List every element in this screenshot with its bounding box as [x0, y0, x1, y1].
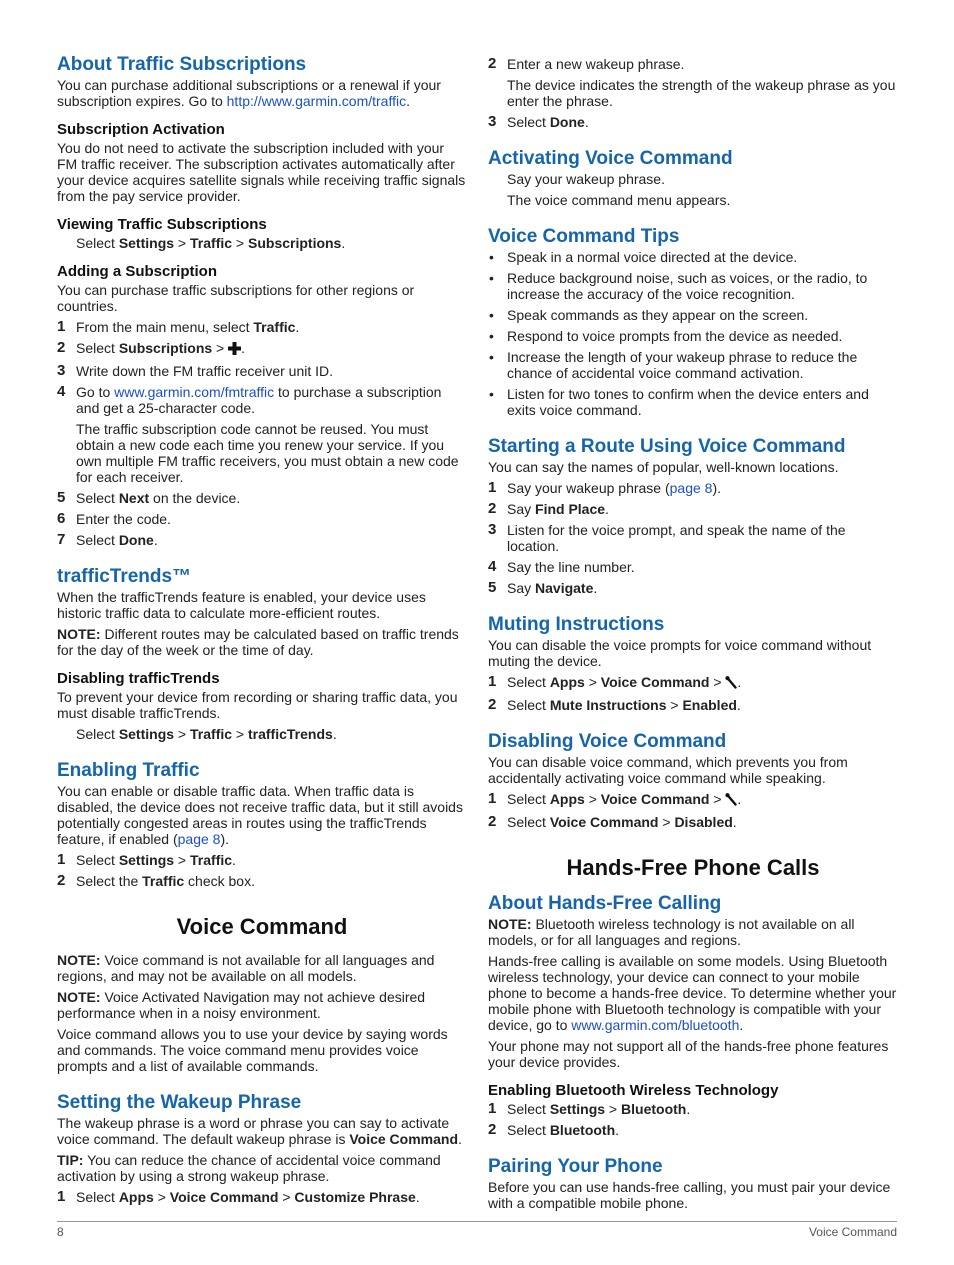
paragraph [488, 953, 898, 1033]
ui-term: Enabled [682, 697, 737, 713]
step [57, 363, 467, 379]
text: check box. [184, 873, 255, 889]
paragraph: Voice command allows you to use your device by saying words and commands. The voice command menu provides voice prompts and a list of available commands. [57, 1026, 448, 1074]
ui-term: Apps [118, 1189, 154, 1205]
link-garmin-bluetooth[interactable]: www.garmin.com/bluetooth [571, 1017, 740, 1033]
text: Select [507, 791, 550, 807]
ui-term: Done [549, 114, 585, 130]
note-label: NOTE: [57, 626, 101, 642]
tip [57, 1152, 467, 1184]
instruction: Say your wakeup phrase. [507, 171, 665, 187]
text: Respond to voice prompts from the device as needed. [507, 328, 843, 344]
text: . [406, 93, 410, 109]
text: > [153, 1189, 170, 1205]
text: Enter the code. [76, 511, 171, 527]
step-note: The device indicates the strength of the wakeup phrase as you enter the phrase. [507, 77, 896, 109]
chapter-title-hands-free-phone-calls: Hands-Free Phone Calls [566, 855, 820, 880]
text: . [232, 852, 236, 868]
text: Voice Activated Navigation may not achieve desired performance when in a noisy environment. [57, 989, 426, 1021]
text: . [593, 580, 598, 596]
ui-term: Traffic [190, 852, 233, 868]
text: > [174, 852, 191, 868]
note [488, 916, 898, 948]
right-column [488, 56, 898, 1216]
wrench-icon [725, 676, 737, 692]
text: . [736, 697, 741, 713]
step [488, 480, 898, 496]
step [488, 814, 898, 830]
text: From the main menu, select [76, 319, 254, 335]
step-number: 4 [488, 558, 497, 575]
step [488, 580, 898, 596]
text: . [458, 1131, 462, 1147]
wrench-icon [725, 793, 737, 809]
step-number: 1 [488, 790, 497, 807]
text: . [605, 501, 609, 517]
paragraph: Before you can use hands-free calling, you must pair your device with a compatible mobile phone. [488, 1179, 891, 1211]
bullet: • [489, 307, 494, 323]
ui-term: Settings [118, 726, 175, 742]
list-item [488, 249, 898, 265]
text: Select [76, 340, 119, 356]
left-column [57, 54, 467, 1210]
text: Select [76, 235, 119, 251]
step [488, 522, 898, 554]
paragraph [57, 783, 467, 847]
step-number: 2 [488, 813, 497, 830]
ui-term: Find Place [535, 501, 606, 517]
text: Listen for the voice prompt, and speak the name of the location. [507, 522, 846, 554]
chapter-title-voice-command: Voice Command [176, 914, 348, 939]
link-garmin-fmtraffic[interactable]: www.garmin.com/fmtraffic [114, 384, 275, 400]
text: . [615, 1122, 620, 1138]
text: Write down the FM traffic receiver unit ID. [76, 363, 334, 379]
note-label: NOTE: [57, 952, 101, 968]
text: Select [507, 697, 550, 713]
ui-term: trafficTrends [248, 726, 333, 742]
text: > [605, 1101, 622, 1117]
ui-term: Settings [118, 235, 175, 251]
link-page-8[interactable]: page 8 [669, 480, 713, 496]
step-number: 5 [57, 489, 66, 506]
step-number: 1 [488, 1100, 497, 1117]
step-number: 3 [488, 521, 497, 538]
text: . [153, 532, 158, 548]
ui-term: Mute Instructions [549, 697, 667, 713]
text: . [332, 726, 337, 742]
paragraph: You can disable voice command, which prevents you from accidentally activating voice command while speaking. [488, 754, 848, 786]
text: Go to [76, 384, 115, 400]
text: > [658, 814, 675, 830]
step [488, 56, 898, 72]
heading-pairing-your-phone: Pairing Your Phone [488, 1156, 663, 1177]
ui-term: Navigate [535, 580, 594, 596]
paragraph: You can say the names of popular, well-known locations. [488, 459, 839, 475]
note-label: NOTE: [488, 916, 532, 932]
text: > [666, 697, 683, 713]
paragraph: Your phone may not support all of the hands-free phone features your device provides. [488, 1038, 889, 1070]
step [488, 501, 898, 517]
text: Select [76, 852, 119, 868]
list-item [488, 349, 898, 381]
bullet: • [489, 270, 494, 286]
step [488, 114, 898, 130]
text: > [709, 674, 726, 690]
instruction [57, 235, 467, 251]
text: . [241, 340, 246, 356]
step-number: 7 [57, 531, 66, 548]
step [57, 511, 467, 527]
heading-about-hands-free-calling: About Hands-Free Calling [488, 893, 722, 914]
text: . [686, 1101, 691, 1117]
text: Select [507, 1122, 550, 1138]
heading-traffictrends: trafficTrends™ [57, 566, 192, 587]
list-item [488, 270, 898, 302]
ui-term: Traffic [190, 235, 233, 251]
heading-viewing-traffic-subscriptions: Viewing Traffic Subscriptions [57, 216, 267, 233]
text: Select [507, 114, 550, 130]
text: . [341, 235, 346, 251]
step [57, 384, 467, 416]
list-item [488, 328, 898, 344]
step-note: The traffic subscription code cannot be reused. You must obtain a new code each time you renew your service. If you own multiple FM traffic receivers, you must obtain a new code for each receiver. [76, 421, 459, 485]
ui-term: Customize Phrase [294, 1189, 416, 1205]
heading-subscription-activation: Subscription Activation [57, 121, 225, 138]
text: Enter a new wakeup phrase. [507, 56, 685, 72]
text: to purchase a subscription and get a 25-character code. [76, 384, 442, 416]
text: Speak in a normal voice directed at the device. [507, 249, 798, 265]
text: You can purchase additional subscriptions or a renewal if your subscription expires. Go to [57, 77, 441, 109]
step-number: 6 [57, 510, 66, 527]
step [488, 1101, 898, 1117]
footer-divider [57, 1221, 897, 1222]
ui-term: Voice Command [349, 1131, 459, 1147]
text: > [212, 340, 229, 356]
text: Select [76, 726, 119, 742]
step-number: 1 [488, 673, 497, 690]
step-number: 1 [488, 479, 497, 496]
step [488, 791, 898, 809]
text: Listen for two tones to confirm when the device enters and exits voice command. [507, 386, 869, 418]
ui-term: Next [118, 490, 150, 506]
text: . [415, 1189, 420, 1205]
text: Hands-free calling is available on some models. Using Bluetooth wireless technology, your device can connect to your mobile phone to become a hands-free device. To determine whether your mobile phone with Bluetooth technology is compatible with your device, go to [488, 953, 897, 1033]
paragraph [57, 1115, 467, 1147]
step [57, 532, 467, 548]
instruction [57, 726, 467, 742]
text: Select [76, 532, 119, 548]
note [57, 989, 467, 1021]
heading-disabling-traffictrends: Disabling trafficTrends [57, 670, 220, 687]
plus-icon [228, 342, 241, 358]
footer-section-title: Voice Command [808, 1225, 897, 1239]
step [57, 490, 467, 506]
step-number: 2 [57, 872, 66, 889]
text: Speak commands as they appear on the screen. [507, 307, 809, 323]
heading-enabling-bluetooth: Enabling Bluetooth Wireless Technology [488, 1082, 779, 1099]
step-number: 1 [57, 1188, 66, 1205]
text: You can reduce the chance of accidental voice command activation by using a strong wakeup phrase. [57, 1152, 441, 1184]
text: . [732, 814, 737, 830]
step-number: 3 [488, 113, 497, 130]
list-item [488, 307, 898, 323]
text: Select [507, 1101, 550, 1117]
step [488, 697, 898, 713]
step [57, 319, 467, 335]
text: . [737, 791, 742, 807]
text: The wakeup phrase is a word or phrase you can say to activate voice command. The default wakeup phrase is [57, 1115, 450, 1147]
step [488, 674, 898, 692]
step [488, 559, 898, 575]
text: Say your wakeup phrase ( [507, 480, 670, 496]
text: Voice command is not available for all languages and regions, and may not be available on all models. [57, 952, 435, 984]
text: > [709, 791, 726, 807]
heading-disabling-voice-command: Disabling Voice Command [488, 731, 727, 752]
text: > [232, 726, 248, 742]
text: > [174, 726, 191, 742]
note [57, 952, 467, 984]
note-label: NOTE: [57, 989, 101, 1005]
text: . [295, 319, 300, 335]
text: You can enable or disable traffic data. When traffic data is disabled, the device does not receive traffic data, but it still avoids potentially congested areas in routes using the trafficTrends feature, if enabled ( [57, 783, 463, 847]
ui-term: Settings [118, 852, 175, 868]
step [57, 873, 467, 889]
step-number: 2 [488, 1121, 497, 1138]
ui-term: Subscriptions [248, 235, 342, 251]
ui-term: Voice Command [549, 814, 659, 830]
text: Different routes may be calculated based on traffic trends for the day of the week or the time of day. [57, 626, 459, 658]
text: ). [712, 480, 722, 496]
step-number: 3 [57, 362, 66, 379]
paragraph: You can purchase traffic subscriptions for other regions or countries. [57, 282, 415, 314]
note [57, 626, 467, 658]
list-item [488, 386, 898, 418]
paragraph: When the trafficTrends feature is enabled, your device uses historic traffic data to calculate more-efficient routes. [57, 589, 426, 621]
step [57, 1189, 467, 1205]
text: Say [507, 501, 536, 517]
page-number: 8 [57, 1225, 64, 1239]
ui-term: Subscriptions [118, 340, 213, 356]
bullet: • [489, 328, 494, 344]
bullet: • [489, 386, 494, 402]
text: > [584, 674, 601, 690]
text: > [584, 791, 601, 807]
link-garmin-traffic[interactable]: http://www.garmin.com/traffic [226, 93, 407, 109]
step-number: 1 [57, 318, 66, 335]
heading-starting-route-voice-command: Starting a Route Using Voice Command [488, 436, 846, 457]
text: Select [507, 814, 550, 830]
text: Say [507, 580, 536, 596]
step-number: 2 [488, 696, 497, 713]
text: > [278, 1189, 295, 1205]
text: > [232, 235, 248, 251]
heading-voice-command-tips: Voice Command Tips [488, 226, 680, 247]
ui-term: Voice Command [600, 791, 710, 807]
ui-term: Bluetooth [549, 1122, 616, 1138]
ui-term: Bluetooth [621, 1101, 687, 1117]
instruction: The voice command menu appears. [507, 192, 731, 208]
ui-term: Voice Command [169, 1189, 279, 1205]
step-number: 2 [488, 55, 497, 72]
text: . [737, 674, 742, 690]
step [57, 852, 467, 868]
paragraph: To prevent your device from recording or sharing traffic data, you must disable trafficTrends. [57, 689, 458, 721]
text: on the device. [149, 490, 241, 506]
ui-term: Apps [549, 674, 585, 690]
heading-about-traffic-subscriptions: About Traffic Subscriptions [57, 54, 307, 75]
text: Select [507, 674, 550, 690]
bullet: • [489, 249, 494, 265]
text: Reduce background noise, such as voices, or the radio, to increase the accuracy of the voice recognition. [507, 270, 868, 302]
tip-label: TIP: [57, 1152, 84, 1168]
ui-term: Traffic [253, 319, 296, 335]
paragraph: You can disable the voice prompts for voice command without muting the device. [488, 637, 872, 669]
heading-setting-wakeup-phrase: Setting the Wakeup Phrase [57, 1092, 302, 1113]
step-number: 2 [57, 339, 66, 356]
step [488, 1122, 898, 1138]
ui-term: Done [118, 532, 154, 548]
text: Select [76, 490, 119, 506]
text: Say the line number. [507, 559, 635, 575]
step [57, 340, 467, 358]
text: > [174, 235, 191, 251]
link-page-8[interactable]: page 8 [177, 831, 221, 847]
ui-term: Apps [549, 791, 585, 807]
ui-term: Disabled [674, 814, 733, 830]
ui-term: Traffic [142, 873, 185, 889]
text: Select the [76, 873, 143, 889]
ui-term: Settings [549, 1101, 606, 1117]
ui-term: Voice Command [600, 674, 710, 690]
text: Increase the length of your wakeup phrase to reduce the chance of accidental voice command activation. [507, 349, 858, 381]
step-number: 2 [488, 500, 497, 517]
heading-enabling-traffic: Enabling Traffic [57, 760, 200, 781]
paragraph [57, 77, 467, 109]
heading-activating-voice-command: Activating Voice Command [488, 148, 733, 169]
paragraph: You do not need to activate the subscription included with your FM traffic receiver. The subscription activates automatically after your device acquires satellite signals while receiving traffic signals from the pay service provider. [57, 140, 466, 204]
text: Select [76, 1189, 119, 1205]
text: ). [220, 831, 230, 847]
text: Bluetooth wireless technology is not available on all models, or for all languages and regions. [488, 916, 855, 948]
heading-muting-instructions: Muting Instructions [488, 614, 665, 635]
ui-term: Traffic [190, 726, 233, 742]
step-number: 5 [488, 579, 497, 596]
heading-adding-subscription: Adding a Subscription [57, 263, 217, 280]
step-number: 1 [57, 851, 66, 868]
text: . [584, 114, 589, 130]
step-number: 4 [57, 383, 66, 400]
text: . [739, 1017, 744, 1033]
bullet: • [489, 349, 494, 365]
